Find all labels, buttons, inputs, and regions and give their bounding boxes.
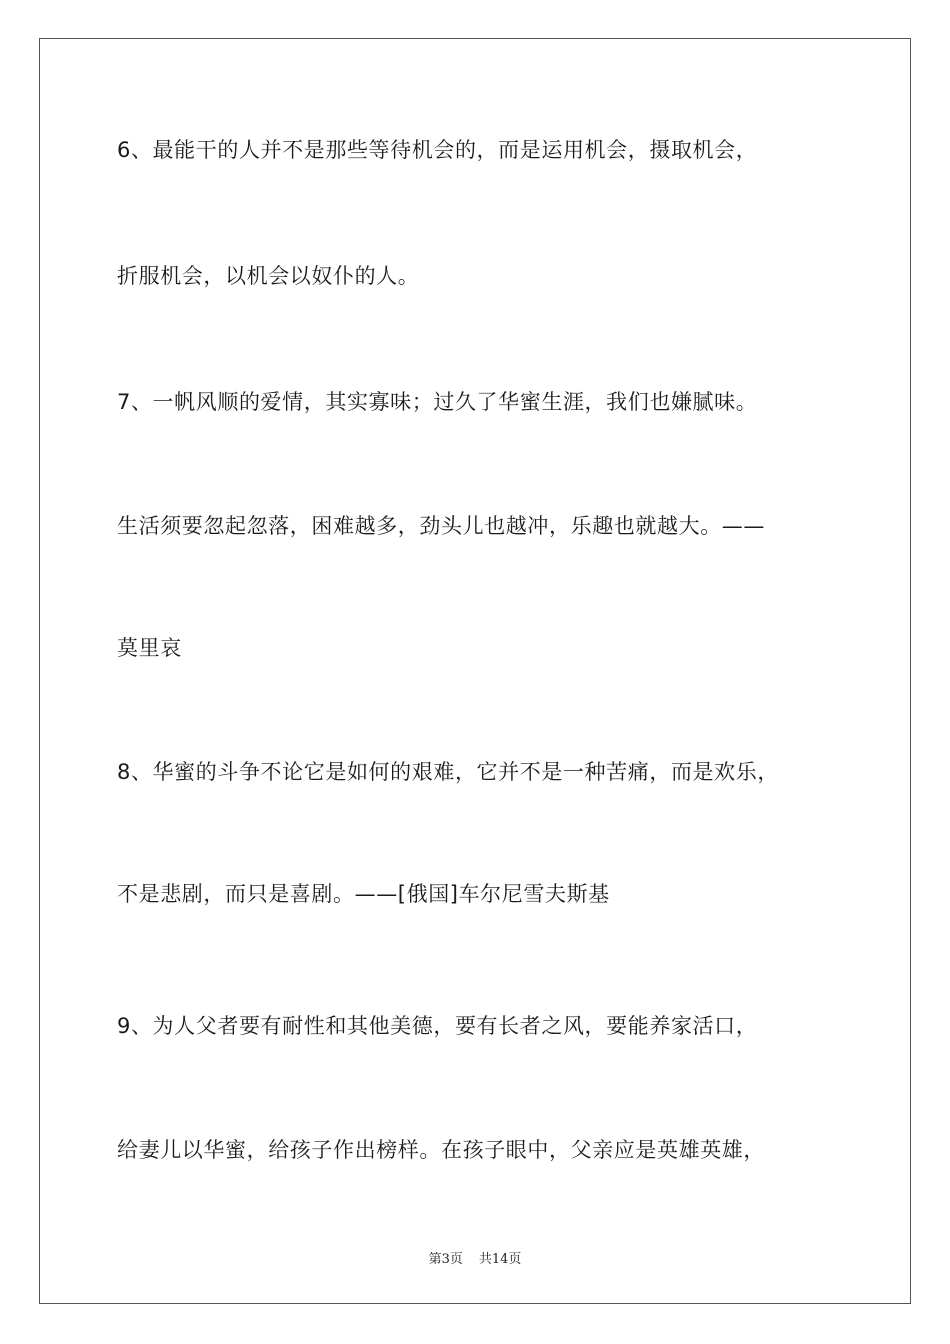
text-line-4: 生活须要忽起忽落，困难越多，劲头儿也越冲，乐趣也就越大。—— — [117, 514, 765, 538]
text-line-7: 不是悲剧，而只是喜剧。——[俄国]车尔尼雪夫斯基 — [117, 882, 610, 906]
page-footer — [0, 1248, 950, 1267]
total-pages: 共14页 — [478, 1252, 522, 1267]
text-line-2: 折服机会，以机会以奴仆的人。 — [117, 264, 420, 288]
text-line-3: 7、一帆风顺的爱情，其实寡味；过久了华蜜生涯，我们也嫌腻味。 — [117, 390, 758, 414]
page-number: 第3页 — [428, 1252, 463, 1267]
text-line-1: 6、最能干的人并不是那些等待机会的，而是运用机会，摄取机会， — [117, 138, 758, 162]
text-line-5: 莫里哀 — [117, 636, 182, 660]
text-line-8: 9、为人父者要有耐性和其他美德，要有长者之风，要能养家活口， — [117, 1014, 758, 1038]
page-frame — [39, 38, 911, 1304]
text-line-6: 8、华蜜的斗争不论它是如何的艰难，它并不是一种苦痛，而是欢乐， — [117, 760, 779, 784]
text-line-9: 给妻儿以华蜜，给孩子作出榜样。在孩子眼中，父亲应是英雄英雄， — [117, 1138, 765, 1162]
